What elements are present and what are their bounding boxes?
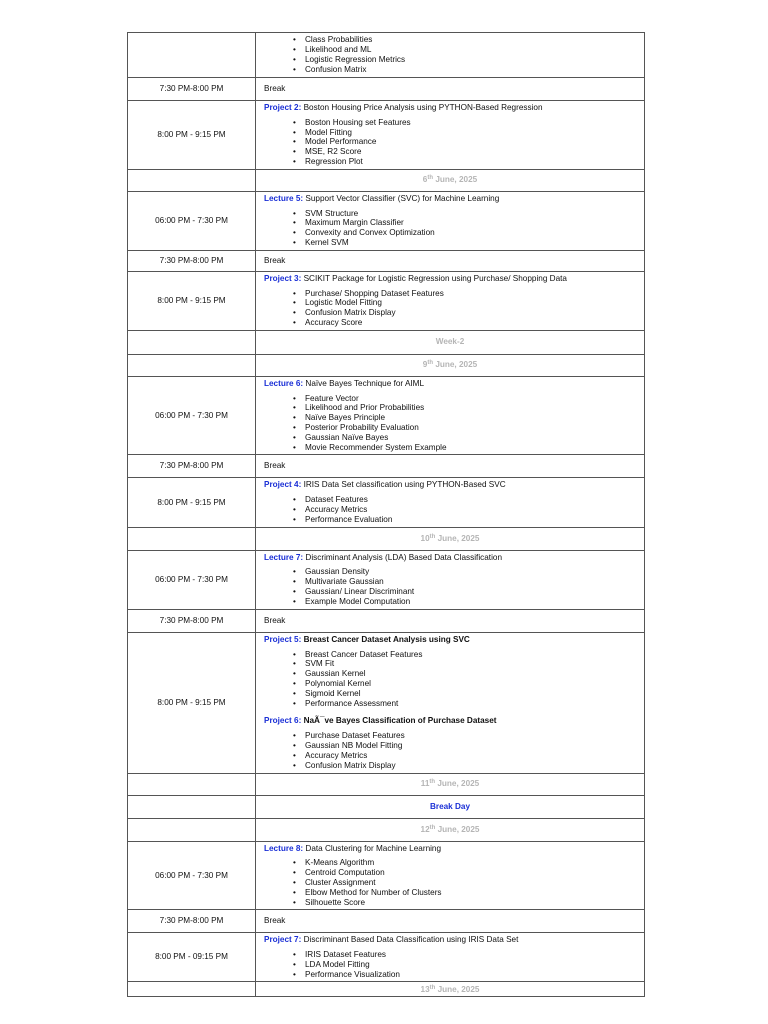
list-item: • MSE, R2 Score — [293, 147, 644, 157]
list-item: • Confusion Matrix Display — [293, 761, 644, 771]
session-title: Boston Housing Price Analysis using PYTHON-Based Regression — [303, 103, 543, 112]
table-row — [128, 271, 645, 330]
time-cell: 8:00 PM - 9:15 PM — [128, 101, 256, 170]
session-kind: Project 5: — [264, 634, 302, 644]
time-cell — [128, 818, 256, 841]
table-row — [128, 982, 645, 997]
session-title: SCIKIT Package for Logistic Regression using Purchase/ Shopping Data — [303, 273, 567, 283]
topic-list — [264, 650, 644, 709]
list-item: • SVM Fit — [293, 659, 644, 669]
table-row — [128, 910, 645, 933]
time-cell — [128, 169, 256, 191]
list-item: • Movie Recommender System Example — [293, 443, 644, 453]
table-row — [128, 478, 645, 527]
topic-list — [264, 495, 644, 524]
date-heading: 6th June, 2025 — [256, 169, 645, 191]
list-item: • Performance Assessment — [293, 699, 644, 709]
table-row — [128, 33, 645, 78]
table-row — [128, 795, 645, 818]
list-item: • LDA Model Fitting — [293, 960, 644, 970]
table-row — [128, 250, 645, 271]
table-row — [128, 773, 645, 795]
list-item: • Accuracy Metrics — [293, 751, 644, 761]
topic-list — [264, 289, 644, 328]
list-item: • Dataset Features — [293, 495, 644, 505]
table-row — [128, 455, 645, 478]
table-row — [128, 933, 645, 982]
list-item: • Breast Cancer Dataset Features — [293, 650, 644, 660]
session-title: NaÃ¯ve Bayes Classification of Purchase Dataset — [303, 716, 497, 726]
table-row — [128, 609, 645, 632]
break-cell: Break — [256, 78, 645, 101]
session-kind: Lecture 6: — [264, 378, 304, 388]
list-item: • Purchase Dataset Features — [293, 731, 644, 741]
break-cell: Break — [256, 609, 645, 632]
session-title: Discriminant Analysis (LDA) Based Data Classification — [305, 552, 502, 562]
session-kind: Lecture 5: — [264, 193, 304, 203]
list-item: • Polynomial Kernel — [293, 679, 644, 689]
topic-list — [264, 118, 644, 167]
date-heading: 9th June, 2025 — [256, 354, 645, 376]
session-kind: Project 3: — [264, 273, 302, 283]
time-cell: 8:00 PM - 09:15 PM — [128, 933, 256, 982]
table-row — [128, 376, 645, 455]
list-item: • Gaussian Kernel — [293, 669, 644, 679]
list-item: • Maximum Margin Classifier — [293, 218, 644, 228]
table-row — [128, 330, 645, 354]
session-heading — [264, 274, 644, 284]
time-cell: 06:00 PM - 7:30 PM — [128, 191, 256, 250]
time-cell: 06:00 PM - 7:30 PM — [128, 550, 256, 609]
topic-list — [264, 35, 644, 74]
content-cell — [256, 33, 645, 78]
content-cell — [256, 550, 645, 609]
session-heading — [264, 379, 644, 389]
session-title: Support Vector Classifier (SVC) for Machine Learning — [305, 193, 500, 203]
list-item: • Performance Evaluation — [293, 515, 644, 525]
session-heading — [264, 635, 644, 645]
table-row — [128, 78, 645, 101]
week-heading: Week-2 — [256, 330, 645, 354]
topic-list — [264, 950, 644, 979]
session-title: Discriminant Based Data Classification using IRIS Data Set — [303, 935, 519, 945]
list-item: • IRIS Dataset Features — [293, 950, 644, 960]
session-heading — [264, 716, 644, 726]
list-item: • Likelihood and Prior Probabilities — [293, 403, 644, 413]
list-item: • Posterior Probability Evaluation — [293, 423, 644, 433]
table-row — [128, 101, 645, 170]
list-item: • Logistic Model Fitting — [293, 298, 644, 308]
list-item: • Example Model Computation — [293, 597, 644, 607]
session-title: Breast Cancer Dataset Analysis using SVC — [303, 634, 470, 644]
session-title: IRIS Data Set classification using PYTHON-Based SVC — [303, 480, 506, 490]
session-kind: Project 6: — [264, 716, 302, 726]
time-cell — [128, 354, 256, 376]
session-heading — [264, 103, 644, 113]
table-row — [128, 191, 645, 250]
list-item: • Elbow Method for Number of Clusters — [293, 888, 644, 898]
time-cell: 06:00 PM - 7:30 PM — [128, 376, 256, 455]
table-row — [128, 527, 645, 550]
list-item: • Gaussian NB Model Fitting — [293, 741, 644, 751]
list-item: • Regression Plot — [293, 157, 644, 167]
table-row — [128, 169, 645, 191]
time-cell — [128, 773, 256, 795]
topic-list — [264, 209, 644, 248]
time-cell: 8:00 PM - 9:15 PM — [128, 478, 256, 527]
list-item: • Likelihood and ML — [293, 45, 644, 55]
content-cell — [256, 191, 645, 250]
topic-list — [264, 567, 644, 606]
break-cell: Break — [256, 250, 645, 271]
time-cell — [128, 795, 256, 818]
list-item: • Centroid Computation — [293, 868, 644, 878]
time-cell: 7:30 PM-8:00 PM — [128, 910, 256, 933]
time-cell: 06:00 PM - 7:30 PM — [128, 841, 256, 910]
time-cell — [128, 33, 256, 78]
session-heading — [264, 480, 644, 490]
content-cell — [256, 933, 645, 982]
schedule-table — [127, 32, 645, 997]
date-heading: 10th June, 2025 — [256, 527, 645, 550]
session-kind: Project 2: — [264, 103, 302, 112]
break-day-label: Break Day — [256, 795, 645, 818]
list-item: • Multivariate Gaussian — [293, 577, 644, 587]
time-cell: 8:00 PM - 9:15 PM — [128, 632, 256, 773]
session-kind: Project 7: — [264, 935, 302, 945]
session-title: Data Clustering for Machine Learning — [305, 843, 442, 853]
table-row — [128, 550, 645, 609]
break-cell: Break — [256, 910, 645, 933]
content-cell — [256, 101, 645, 170]
content-cell — [256, 841, 645, 910]
list-item: • Performance Visualization — [293, 970, 644, 980]
content-cell — [256, 478, 645, 527]
table-row — [128, 818, 645, 841]
session-kind: Lecture 8: — [264, 843, 304, 853]
list-item: • Class Probabilities — [293, 35, 644, 45]
time-cell — [128, 982, 256, 997]
list-item: • Accuracy Score — [293, 318, 644, 328]
session-heading — [264, 935, 644, 945]
date-heading: 12th June, 2025 — [256, 818, 645, 841]
session-heading — [264, 844, 644, 854]
break-cell: Break — [256, 455, 645, 478]
time-cell — [128, 330, 256, 354]
list-item: • Confusion Matrix — [293, 65, 644, 75]
list-item: • Gaussian Naïve Bayes — [293, 433, 644, 443]
time-cell: 7:30 PM-8:00 PM — [128, 455, 256, 478]
list-item: • Gaussian Density — [293, 567, 644, 577]
session-heading — [264, 194, 644, 204]
date-heading: 11th June, 2025 — [256, 773, 645, 795]
time-cell: 7:30 PM-8:00 PM — [128, 78, 256, 101]
content-cell — [256, 376, 645, 455]
list-item: • Feature Vector — [293, 394, 644, 404]
list-item: • Accuracy Metrics — [293, 505, 644, 515]
list-item: • Convexity and Convex Optimization — [293, 228, 644, 238]
topic-list — [264, 394, 644, 453]
session-title: Naïve Bayes Technique for AIML — [305, 378, 425, 388]
list-item: • Kernel SVM — [293, 238, 644, 248]
list-item: • Model Fitting — [293, 128, 644, 138]
content-cell — [256, 632, 645, 773]
session-kind: Lecture 7: — [264, 552, 304, 562]
table-row — [128, 632, 645, 773]
time-cell: 8:00 PM - 9:15 PM — [128, 271, 256, 330]
list-item: • Confusion Matrix Display — [293, 308, 644, 318]
time-cell: 7:30 PM-8:00 PM — [128, 609, 256, 632]
session-heading — [264, 553, 644, 563]
time-cell — [128, 527, 256, 550]
date-heading: 13th June, 2025 — [256, 982, 645, 997]
content-cell — [256, 271, 645, 330]
list-item: • Cluster Assignment — [293, 878, 644, 888]
topic-list — [264, 731, 644, 770]
list-item: • Purchase/ Shopping Dataset Features — [293, 289, 644, 299]
session-kind: Project 4: — [264, 480, 302, 490]
list-item: • Naïve Bayes Principle — [293, 413, 644, 423]
list-item: • Model Performance — [293, 137, 644, 147]
list-item: • SVM Structure — [293, 209, 644, 219]
list-item: • Boston Housing set Features — [293, 118, 644, 128]
table-row — [128, 354, 645, 376]
time-cell: 7:30 PM-8:00 PM — [128, 250, 256, 271]
list-item: • Gaussian/ Linear Discriminant — [293, 587, 644, 597]
table-row — [128, 841, 645, 910]
list-item: • Silhouette Score — [293, 898, 644, 908]
list-item: • K-Means Algorithm — [293, 858, 644, 868]
topic-list — [264, 858, 644, 907]
list-item: • Sigmoid Kernel — [293, 689, 644, 699]
list-item: • Logistic Regression Metrics — [293, 55, 644, 65]
